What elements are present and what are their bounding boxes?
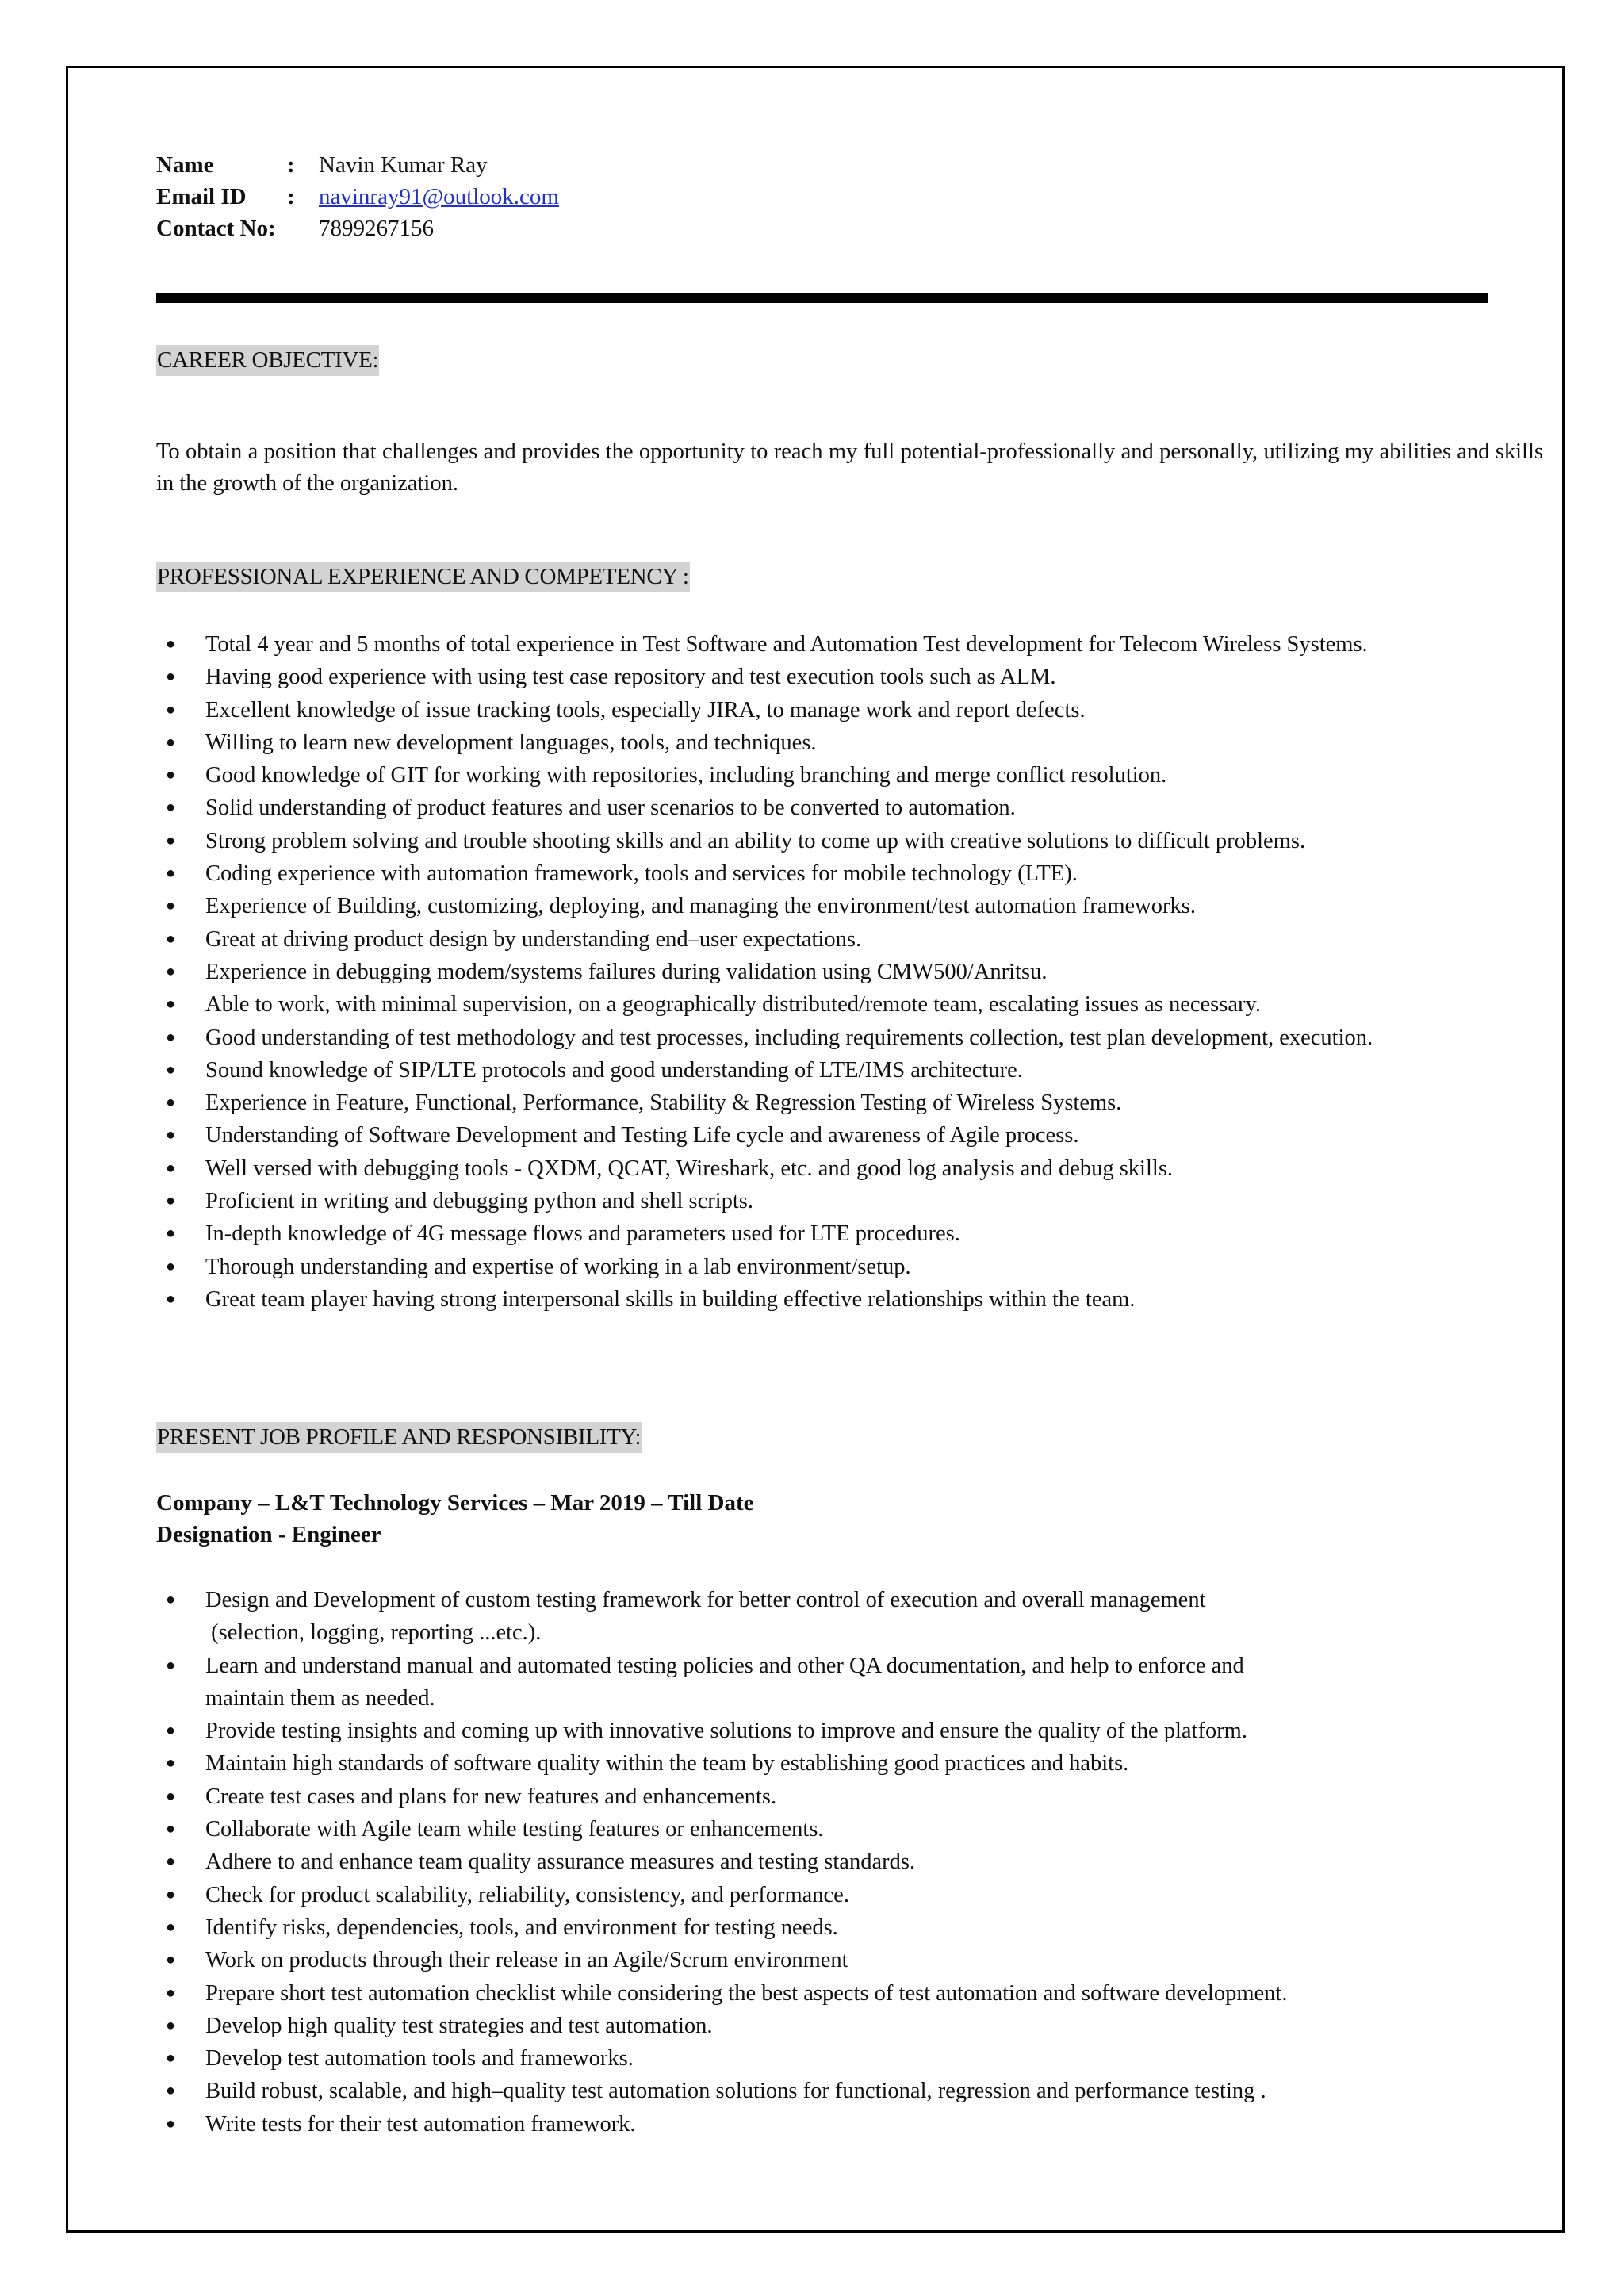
job-responsibility-list bbox=[156, 1584, 1544, 2141]
designation-line: Designation - Engineer bbox=[156, 1522, 381, 1547]
list-item bbox=[156, 628, 1544, 661]
list-item bbox=[156, 661, 1544, 693]
list-item bbox=[156, 1087, 1544, 1119]
list-item bbox=[156, 759, 1544, 792]
bullet-icon: ● bbox=[166, 2049, 176, 2068]
email-link[interactable]: navinray91@outlook.com bbox=[319, 184, 559, 209]
list-item bbox=[156, 1022, 1544, 1054]
list-item-text: Learn and understand manual and automated testing policies and other QA documentation, and help to enforce and bbox=[205, 1653, 1244, 1678]
email-row bbox=[156, 181, 1544, 213]
list-item bbox=[156, 1780, 1544, 1813]
list-item bbox=[156, 1054, 1544, 1087]
name-colon: : bbox=[287, 152, 295, 178]
list-item bbox=[156, 1584, 1544, 1650]
bullet-icon: ● bbox=[166, 2016, 176, 2034]
present-job-heading: PRESENT JOB PROFILE AND RESPONSIBILITY: bbox=[156, 1422, 642, 1453]
bullet-icon: ● bbox=[166, 1820, 176, 1838]
bullet-icon: ● bbox=[166, 1094, 176, 1112]
list-item-text: Collaborate with Agile team while testing features or enhancements. bbox=[205, 1817, 824, 1842]
list-item bbox=[156, 1217, 1544, 1250]
list-item-text: Great team player having strong interpersonal skills in building effective relationships within the team. bbox=[205, 1286, 1136, 1312]
list-item-text: Work on products through their release in an Agile/Scrum environment bbox=[205, 1948, 848, 1973]
bullet-icon: ● bbox=[166, 635, 176, 653]
bullet-icon: ● bbox=[166, 700, 176, 719]
list-item bbox=[156, 1650, 1544, 1715]
list-item bbox=[156, 1185, 1544, 1217]
list-item bbox=[156, 726, 1544, 759]
bullet-icon: ● bbox=[166, 1159, 176, 1177]
contact-row bbox=[156, 213, 1544, 244]
bullet-icon: ● bbox=[166, 1060, 176, 1079]
list-item bbox=[156, 1846, 1544, 1878]
bullet-icon: ● bbox=[166, 1028, 176, 1046]
resume-content bbox=[156, 149, 1544, 2137]
list-item-text: Understanding of Software Development and Testing Life cycle and awareness of Agile process. bbox=[205, 1123, 1079, 1148]
name-label: Name bbox=[156, 152, 214, 178]
list-item-text: Build robust, scalable, and high–quality test automation solutions for functional, regression and performance testing . bbox=[205, 2079, 1266, 2104]
list-item-text: Experience of Building, customizing, deploying, and managing the environment/test automation frameworks. bbox=[205, 894, 1196, 919]
contact-info-block bbox=[156, 149, 1544, 244]
list-item bbox=[156, 694, 1544, 726]
list-item bbox=[156, 956, 1544, 988]
bullet-icon: ● bbox=[166, 668, 176, 686]
list-item-text: Able to work, with minimal supervision, on a geographically distributed/remote team, escalating issues as necessary. bbox=[205, 992, 1261, 1018]
list-item-text: Provide testing insights and coming up with innovative solutions to improve and ensure the quality of the platform. bbox=[205, 1719, 1247, 1744]
list-item-text: Experience in Feature, Functional, Performance, Stability & Regression Testing of Wireless Systems. bbox=[205, 1091, 1122, 1116]
bullet-icon: ● bbox=[166, 897, 176, 915]
bullet-icon: ● bbox=[166, 733, 176, 751]
experience-list bbox=[156, 628, 1544, 1316]
list-item-text: Having good experience with using test case repository and test execution tools such as ALM. bbox=[205, 665, 1056, 690]
email-label: Email ID bbox=[156, 184, 247, 209]
list-item bbox=[156, 1977, 1544, 2010]
list-item-text: Develop test automation tools and frameworks. bbox=[205, 2046, 634, 2072]
list-item-text: Strong problem solving and trouble shooting skills and an ability to come up with creative solutions to difficult problems. bbox=[205, 828, 1306, 853]
list-item-text: Excellent knowledge of issue tracking tools, especially JIRA, to manage work and report defects. bbox=[205, 697, 1086, 723]
list-item bbox=[156, 1119, 1544, 1152]
list-item bbox=[156, 1747, 1544, 1780]
list-item-text: Good understanding of test methodology and test processes, including requirements collection, test plan development, execution. bbox=[205, 1025, 1373, 1050]
list-item-text: Create test cases and plans for new features and enhancements. bbox=[205, 1784, 777, 1809]
list-item-text: Develop high quality test strategies and test automation. bbox=[205, 2013, 713, 2038]
list-item-text: Great at driving product design by understanding end–user expectations. bbox=[205, 926, 862, 952]
list-item bbox=[156, 1944, 1544, 1976]
list-item-text: Well versed with debugging tools - QXDM, QCAT, Wireshark, etc. and good log analysis and debug skills. bbox=[205, 1156, 1174, 1181]
list-item bbox=[156, 825, 1544, 857]
contact-label: Contact No: bbox=[156, 216, 276, 241]
list-item-text: Prepare short test automation checklist while considering the best aspects of test automation and software development. bbox=[205, 1980, 1288, 2006]
experience-heading: PROFESSIONAL EXPERIENCE AND COMPETENCY : bbox=[156, 562, 690, 592]
career-objective-text: To obtain a position that challenges and provides the opportunity to reach my full potential-professionally and personally, utilizing my abilities and skills in the growth of the organization. bbox=[156, 439, 1543, 496]
contact-value: 7899267156 bbox=[319, 216, 434, 241]
list-item bbox=[156, 1251, 1544, 1283]
list-item bbox=[156, 1715, 1544, 1747]
bullet-icon: ● bbox=[166, 1918, 176, 1936]
list-item-text: Adhere to and enhance team quality assurance measures and testing standards. bbox=[205, 1849, 916, 1875]
list-item bbox=[156, 2042, 1544, 2075]
bullet-icon: ● bbox=[166, 1656, 176, 1674]
bullet-icon: ● bbox=[166, 1853, 176, 1871]
list-item bbox=[156, 2075, 1544, 2107]
bullet-icon: ● bbox=[166, 2114, 176, 2133]
list-item bbox=[156, 857, 1544, 890]
list-item bbox=[156, 1879, 1544, 1911]
bullet-icon: ● bbox=[166, 1885, 176, 1903]
list-item-text: Willing to learn new development languages, tools, and techniques. bbox=[205, 730, 817, 755]
list-item-text: Proficient in writing and debugging python and shell scripts. bbox=[205, 1189, 754, 1214]
bullet-icon: ● bbox=[166, 799, 176, 817]
career-objective-heading: CAREER OBJECTIVE: bbox=[156, 345, 379, 376]
bullet-icon: ● bbox=[166, 766, 176, 784]
list-item-text: Solid understanding of product features and user scenarios to be converted to automation. bbox=[205, 795, 1016, 821]
bullet-icon: ● bbox=[166, 1225, 176, 1243]
bullet-icon: ● bbox=[166, 1257, 176, 1275]
name-value: Navin Kumar Ray bbox=[319, 152, 488, 178]
bullet-icon: ● bbox=[166, 831, 176, 849]
list-item-text: Thorough understanding and expertise of working in a lab environment/setup. bbox=[205, 1254, 911, 1279]
list-item bbox=[156, 1813, 1544, 1846]
list-item-text: Write tests for their test automation framework. bbox=[205, 2111, 636, 2137]
bullet-icon: ● bbox=[166, 1754, 176, 1773]
bullet-icon: ● bbox=[166, 1722, 176, 1740]
bullet-icon: ● bbox=[166, 995, 176, 1014]
bullet-icon: ● bbox=[166, 1290, 176, 1308]
list-item bbox=[156, 2108, 1544, 2141]
bullet-icon: ● bbox=[166, 1192, 176, 1210]
list-item-text: Maintain high standards of software quality within the team by establishing good practices and habits. bbox=[205, 1751, 1129, 1777]
name-row bbox=[156, 149, 1544, 181]
list-item-text: Check for product scalability, reliability, consistency, and performance. bbox=[205, 1882, 849, 1907]
bullet-icon: ● bbox=[166, 1787, 176, 1805]
bullet-icon: ● bbox=[166, 864, 176, 883]
bullet-icon: ● bbox=[166, 1126, 176, 1144]
list-item bbox=[156, 1283, 1544, 1316]
list-item-text: In-depth knowledge of 4G message flows and parameters used for LTE procedures. bbox=[205, 1221, 960, 1247]
list-item-text: Sound knowledge of SIP/LTE protocols and good understanding of LTE/IMS architecture. bbox=[205, 1057, 1023, 1083]
list-item-text: Coding experience with automation framework, tools and services for mobile technology (LTE). bbox=[205, 861, 1078, 887]
list-item bbox=[156, 1152, 1544, 1185]
list-item bbox=[156, 923, 1544, 956]
contact-colon-spacer bbox=[287, 213, 319, 244]
list-item-text: Experience in debugging modem/systems failures during validation using CMW500/Anritsu. bbox=[205, 959, 1048, 984]
header-divider bbox=[156, 293, 1488, 303]
bullet-icon: ● bbox=[166, 2082, 176, 2100]
list-item-text-continued: maintain them as needed. bbox=[205, 1685, 435, 1711]
email-colon: : bbox=[287, 184, 295, 209]
bullet-icon: ● bbox=[166, 1984, 176, 2002]
bullet-icon: ● bbox=[166, 1951, 176, 1969]
list-item bbox=[156, 988, 1544, 1021]
list-item-text: Good knowledge of GIT for working with repositories, including branching and merge conflict resolution. bbox=[205, 763, 1167, 788]
company-line: Company – L&T Technology Services – Mar 2019 – Till Date bbox=[156, 1490, 754, 1516]
bullet-icon: ● bbox=[166, 962, 176, 980]
list-item bbox=[156, 2010, 1544, 2042]
list-item-text-continued: (selection, logging, reporting ...etc.). bbox=[205, 1620, 542, 1646]
list-item-text: Identify risks, dependencies, tools, and environment for testing needs. bbox=[205, 1915, 838, 1940]
list-item bbox=[156, 792, 1544, 824]
list-item bbox=[156, 890, 1544, 922]
bullet-icon: ● bbox=[166, 1591, 176, 1608]
bullet-icon: ● bbox=[166, 930, 176, 948]
list-item-text: Design and Development of custom testing framework for better control of execution and overall management bbox=[205, 1588, 1206, 1612]
list-item bbox=[156, 1911, 1544, 1944]
list-item-text: Total 4 year and 5 months of total experience in Test Software and Automation Test development for Telecom Wireless Systems. bbox=[205, 632, 1368, 657]
